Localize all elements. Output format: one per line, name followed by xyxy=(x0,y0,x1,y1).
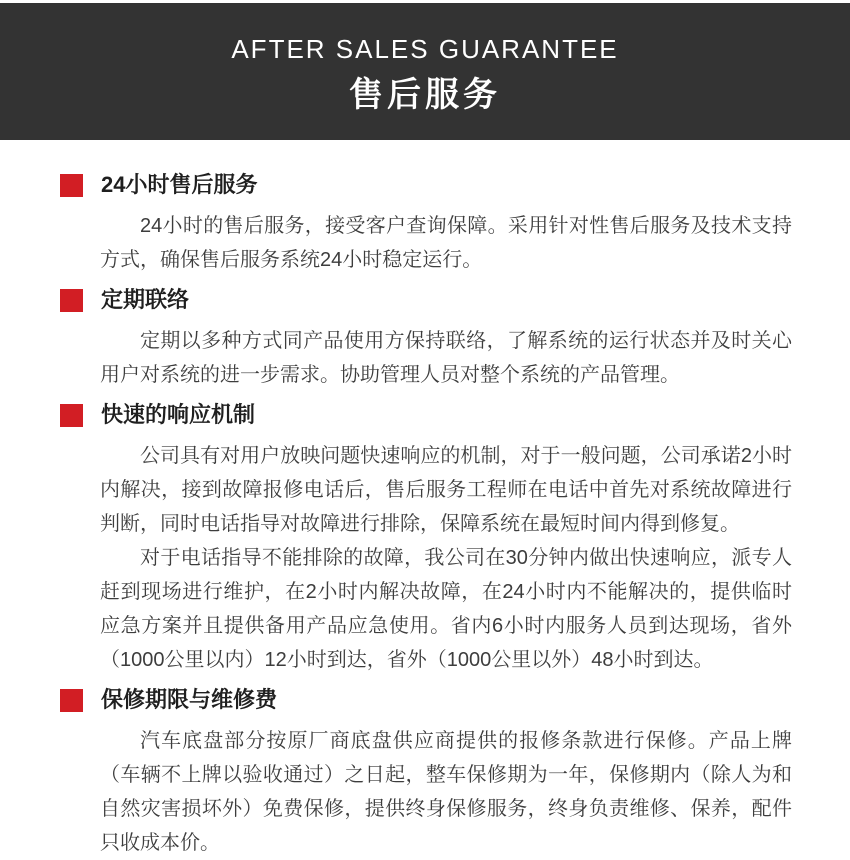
section-fast-response xyxy=(60,403,792,677)
section-heading: 保修期限与维修费 xyxy=(101,687,278,712)
red-square-bullet-icon xyxy=(60,174,83,197)
section-paragraph: 对于电话指导不能排除的故障，我公司在30分钟内做出快速响应，派专人赶到现场进行维护，在2小时内解决故障，在24小时内不能解决的，提供临时应急方案并且提供备用产品应急使用。省内6小时内服务人员到达现场，省外（1000公里以内）12小时到达，省外（1000公里以外）48小时到达。 xyxy=(100,547,792,671)
section-paragraph: 汽车底盘部分按原厂商底盘供应商提供的报修条款进行保修。产品上牌（车辆不上牌以验收通过）之日起，整车保修期为一年，保修期内（除人为和自然灾害损坏外）免费保修，提供终身保修服务，终身负责维修、保养，配件只收成本价。 xyxy=(100,730,792,854)
section-heading: 24小时售后服务 xyxy=(101,172,258,197)
section-heading: 快速的响应机制 xyxy=(101,402,256,427)
after-sales-content xyxy=(0,140,850,860)
section-header xyxy=(60,403,792,427)
section-header xyxy=(60,173,792,197)
section-paragraph: 24小时的售后服务，接受客户查询保障。采用针对性售后服务及技术支持方式，确保售后服务系统24小时稳定运行。 xyxy=(100,215,792,271)
section-header xyxy=(60,288,792,312)
red-square-bullet-icon xyxy=(60,689,83,712)
section-24h-service xyxy=(60,173,792,277)
after-sales-banner xyxy=(0,3,850,140)
section-paragraph: 公司具有对用户放映问题快速响应的机制，对于一般问题，公司承诺2小时内解决，接到故障报修电话后，售后服务工程师在电话中首先对系统故障进行判断，同时电话指导对故障进行排除，保障系统在最短时间内得到修复。 xyxy=(100,445,792,535)
section-paragraph: 定期以多种方式同产品使用方保持联络，了解系统的运行状态并及时关心用户对系统的进一步需求。协助管理人员对整个系统的产品管理。 xyxy=(100,330,792,386)
section-heading: 定期联络 xyxy=(101,287,190,312)
red-square-bullet-icon xyxy=(60,289,83,312)
banner-title-zh: 售后服务 xyxy=(349,76,501,114)
banner-title-en: AFTER SALES GUARANTEE xyxy=(231,34,619,64)
section-regular-contact xyxy=(60,288,792,392)
section-header xyxy=(60,688,792,712)
section-warranty xyxy=(60,688,792,860)
red-square-bullet-icon xyxy=(60,404,83,427)
